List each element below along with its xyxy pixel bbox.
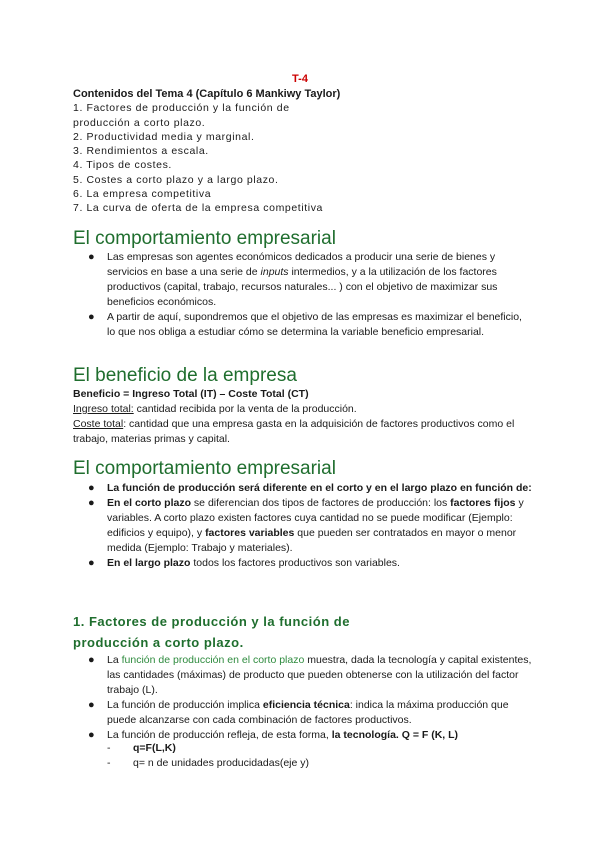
bullet-list [73,481,533,571]
contents-item: 5. Costes a corto plazo y a largo plazo. [73,173,279,186]
contents-item: 6. La empresa competitiva [73,188,212,201]
contents-item: 3. Rendimientos a escala. [73,145,209,158]
list-item: ● La función de producción implica eficiencia técnica: indica la máxima producción que puede alcanzarse con cada combinación de factores productivos. [88,699,509,726]
contents-item: 1. Factores de producción y la función de [73,102,290,115]
bullet-list [73,250,533,340]
sub-list-item: - q=F(L,K) [107,742,176,754]
section-heading: El comportamiento empresarial [73,228,336,249]
section-heading: El beneficio de la empresa [73,365,297,386]
bullet-list [73,653,533,743]
section-heading: El comportamiento empresarial [73,458,336,479]
total-revenue-line: Ingreso total: cantidad recibida por la venta de la producción. [73,403,357,415]
bullet-icon: ● [88,654,95,666]
contents-item: producción a corto plazo. [73,116,206,129]
contents-item: 2. Productividad media y marginal. [73,130,255,143]
bullet-icon: ● [88,729,95,741]
bullet-icon: ● [88,251,95,263]
list-item: ● La función de producción refleja, de esta forma, la tecnología. Q = F (K, L) [88,729,459,741]
list-item: ● A partir de aquí, supondremos que el objetivo de las empresas es maximizar el beneficio, lo que nos obliga a estudiar cómo se determina la variable beneficio empresarial. [88,311,522,338]
dash-icon: - [107,757,111,769]
bullet-icon: ● [88,497,95,509]
bullet-icon: ● [88,557,95,569]
list-item: ● Las empresas son agentes económicos dedicados a producir una serie de bienes y servicios en base a una serie de inputs intermedios, y a la utilización de los factores productivos (capital, trabajo, recursos naturales... ) con el objetivo de maximizar sus beneficios económicos. [88,251,498,308]
sub-list [73,741,533,771]
contents-item: 4. Tipos de costes. [73,159,172,172]
total-cost-line: Coste total: cantidad que una empresa gasta en la adquisición de factores productivos como el trabajo, materias primas y capital. [73,418,515,445]
list-item: ● En el largo plazo todos los factores productivos son variables. [88,557,400,569]
list-item: ● La función de producción será diferente en el corto y en el largo plazo en función de: [88,482,532,494]
profit-formula: Beneficio = Ingreso Total (IT) – Coste Total (CT) [73,388,309,400]
profit-definition [73,387,533,447]
contents-item: 7. La curva de oferta de la empresa competitiva [73,202,323,215]
sub-list-item: - q= n de unidades producidadas(eje y) [107,757,309,769]
list-item: ● En el corto plazo se diferencian dos tipos de factores de producción: los factores fijos y variables. A corto plazo existen factores cuya cantidad no se puede modificar (Ejemplo: edificios y equipo), y factores variables que pueden ser contratados en mayor o menor medida (Ejemplo: Trabajo y materiales). [88,497,524,554]
subsection-heading: 1. Factores de producción y la función de producción a corto plazo. [73,614,350,650]
topic-tag: T-4 [292,73,308,85]
contents-block [73,87,533,216]
bullet-icon: ● [88,482,95,494]
bullet-icon: ● [88,699,95,711]
bullet-icon: ● [88,311,95,323]
contents-title: Contenidos del Tema 4 (Capítulo 6 Mankiwy Taylor) [73,88,341,100]
list-item: ● La función de producción en el corto plazo muestra, dada la tecnología y capital existentes, las cantidades (máximas) de producto que pueden obtenerse con la utilización del factor trabajo (L). [88,654,532,696]
dash-icon: - [107,742,111,754]
